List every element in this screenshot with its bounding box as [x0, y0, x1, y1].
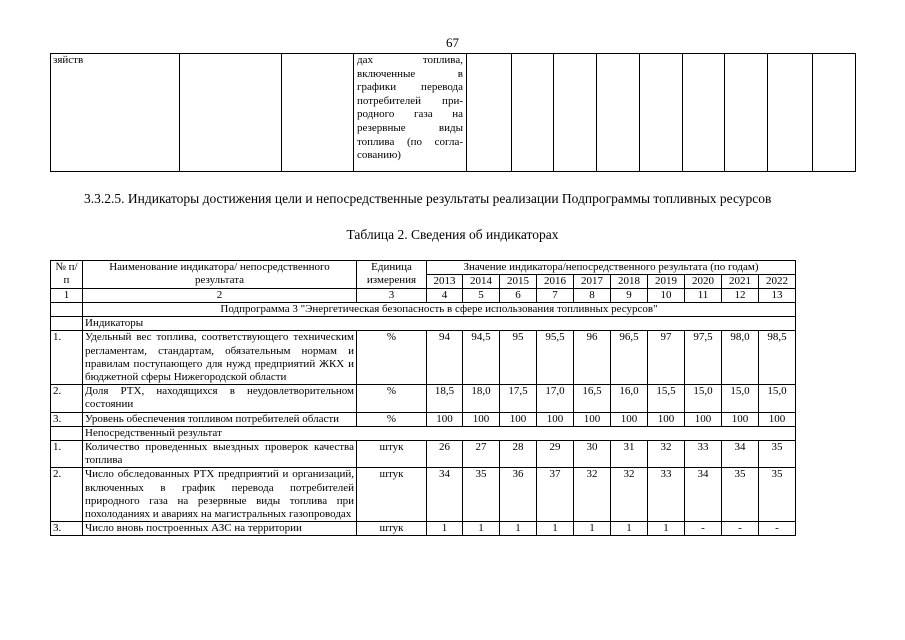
row-value: 35: [759, 468, 796, 522]
row-value: 100: [574, 412, 611, 426]
row-number: 2.: [51, 385, 83, 412]
header-unit: Единица измерения: [357, 261, 427, 289]
column-number-cell: 13: [759, 288, 796, 302]
table-caption: Таблица 2. Сведения об индикаторах: [346, 227, 559, 242]
row-number: 1.: [51, 331, 83, 385]
year-header-cell: 2022: [759, 274, 796, 288]
row-value: 32: [611, 468, 648, 522]
row-value: 94,5: [463, 331, 500, 385]
row-value: 100: [427, 412, 463, 426]
indicators-table: [50, 260, 796, 536]
row-name: Удельный вес топлива, соответствующего техническим регламентам, стандартам, обязательным нормам и правилам поступающего для нужд предприятий ЖКХ и бюджетной сферы Нижегородской области: [83, 331, 357, 385]
year-header-cell: 2021: [722, 274, 759, 288]
column-number-cell: 8: [574, 288, 611, 302]
continued-table-row: [51, 54, 856, 172]
continued-cell-1: зяйств: [51, 54, 180, 172]
row-value: 100: [759, 412, 796, 426]
row-value: 18,0: [463, 385, 500, 412]
year-header-cell: 2017: [574, 274, 611, 288]
row-value: 30: [574, 440, 611, 467]
row-value: 35: [759, 440, 796, 467]
indicators-label: Индикаторы: [83, 317, 796, 331]
row-value: 34: [685, 468, 722, 522]
row-value: 100: [537, 412, 574, 426]
table-row: [51, 331, 796, 385]
year-header-cell: 2019: [648, 274, 685, 288]
row-value: 100: [463, 412, 500, 426]
results-body: [51, 440, 796, 535]
column-number-cell: 1: [51, 288, 83, 302]
subprogram-title: Подпрограмма 3 "Энергетическая безопасность в сфере использования топливных ресурсов": [83, 302, 796, 316]
row-unit: штук: [357, 522, 427, 536]
header-num: № п/п: [51, 261, 83, 289]
row-value: 18,5: [427, 385, 463, 412]
subprogram-row: [51, 302, 796, 316]
header-values-group: Значение индикатора/непосредственного результата (по годам): [427, 261, 796, 275]
column-number-cell: 4: [427, 288, 463, 302]
row-value: 96: [574, 331, 611, 385]
row-number: 2.: [51, 468, 83, 522]
row-value: 1: [463, 522, 500, 536]
row-name: Число вновь построенных АЗС на территории: [83, 522, 357, 536]
page-number: 67: [446, 35, 459, 50]
row-name: Доля РТХ, находящихся в неудовлетворительном состоянии: [83, 385, 357, 412]
row-value: 15,0: [759, 385, 796, 412]
results-section-row: [51, 426, 796, 440]
row-value: 1: [427, 522, 463, 536]
column-number-cell: 5: [463, 288, 500, 302]
row-unit: %: [357, 385, 427, 412]
row-value: 15,5: [648, 385, 685, 412]
row-value: 16,5: [574, 385, 611, 412]
row-value: -: [759, 522, 796, 536]
column-number-cell: 3: [357, 288, 427, 302]
table-header-row: [51, 261, 796, 275]
row-name: Уровень обеспечения топливом потребителей области: [83, 412, 357, 426]
row-value: 32: [574, 468, 611, 522]
row-value: 95: [500, 331, 537, 385]
indicators-section-row: [51, 317, 796, 331]
row-value: 1: [500, 522, 537, 536]
indicators-body: [51, 331, 796, 426]
year-header-cell: 2018: [611, 274, 648, 288]
year-header-cell: 2015: [500, 274, 537, 288]
row-value: 100: [648, 412, 685, 426]
year-header-cell: 2013: [427, 274, 463, 288]
row-value: 34: [427, 468, 463, 522]
row-value: 31: [611, 440, 648, 467]
row-value: 35: [463, 468, 500, 522]
column-number-cell: 10: [648, 288, 685, 302]
row-value: 28: [500, 440, 537, 467]
column-number-cell: 7: [537, 288, 574, 302]
row-value: 94: [427, 331, 463, 385]
row-unit: %: [357, 331, 427, 385]
row-value: 1: [537, 522, 574, 536]
row-value: 33: [685, 440, 722, 467]
row-value: 97: [648, 331, 685, 385]
row-name: Число обследованных РТХ предприятий и организаций, включенных в график перевода потребителей природного газа на резервные виды топлива при похолоданиях и авариях на магистральных газопроводах: [83, 468, 357, 522]
row-number: 3.: [51, 412, 83, 426]
results-label: Непосредственный результат: [83, 426, 796, 440]
row-value: 17,5: [500, 385, 537, 412]
row-unit: %: [357, 412, 427, 426]
year-header-cell: 2020: [685, 274, 722, 288]
year-header-cell: 2016: [537, 274, 574, 288]
row-value: -: [722, 522, 759, 536]
row-value: 35: [722, 468, 759, 522]
row-value: -: [685, 522, 722, 536]
column-number-cell: 11: [685, 288, 722, 302]
row-value: 1: [648, 522, 685, 536]
row-value: 36: [500, 468, 537, 522]
row-value: 17,0: [537, 385, 574, 412]
table-row: [51, 522, 796, 536]
row-value: 32: [648, 440, 685, 467]
row-value: 15,0: [722, 385, 759, 412]
column-numbers-row: [51, 288, 796, 302]
row-value: 27: [463, 440, 500, 467]
row-number: 3.: [51, 522, 83, 536]
row-value: 100: [685, 412, 722, 426]
section-heading: 3.3.2.5. Индикаторы достижения цели и непосредственные результаты реализации Подпрограммы топливных ресурсов: [84, 191, 772, 206]
row-value: 33: [648, 468, 685, 522]
row-value: 95,5: [537, 331, 574, 385]
row-value: 97,5: [685, 331, 722, 385]
row-value: 34: [722, 440, 759, 467]
row-value: 16,0: [611, 385, 648, 412]
row-number: 1.: [51, 440, 83, 467]
table-row: [51, 385, 796, 412]
column-number-cell: 12: [722, 288, 759, 302]
row-value: 1: [611, 522, 648, 536]
row-value: 100: [722, 412, 759, 426]
row-unit: штук: [357, 440, 427, 467]
row-value: 1: [574, 522, 611, 536]
table-row: [51, 468, 796, 522]
row-value: 98,5: [759, 331, 796, 385]
column-number-cell: 6: [500, 288, 537, 302]
row-value: 29: [537, 440, 574, 467]
continued-cell-4: дах топлива, включенные в графики перевода потребителей при- родного газа на резервные виды топлива (по согла- сованию): [354, 54, 467, 172]
column-number-cell: 2: [83, 288, 357, 302]
row-value: 15,0: [685, 385, 722, 412]
row-value: 100: [611, 412, 648, 426]
year-header-cell: 2014: [463, 274, 500, 288]
column-number-cell: 9: [611, 288, 648, 302]
row-value: 96,5: [611, 331, 648, 385]
row-value: 98,0: [722, 331, 759, 385]
row-value: 100: [500, 412, 537, 426]
row-value: 26: [427, 440, 463, 467]
table-row: [51, 412, 796, 426]
row-unit: штук: [357, 468, 427, 522]
row-name: Количество проведенных выездных проверок качества топлива: [83, 440, 357, 467]
continued-table: [50, 53, 856, 172]
header-name: Наименование индикатора/ непосредственного результата: [83, 261, 357, 289]
table-row: [51, 440, 796, 467]
row-value: 37: [537, 468, 574, 522]
